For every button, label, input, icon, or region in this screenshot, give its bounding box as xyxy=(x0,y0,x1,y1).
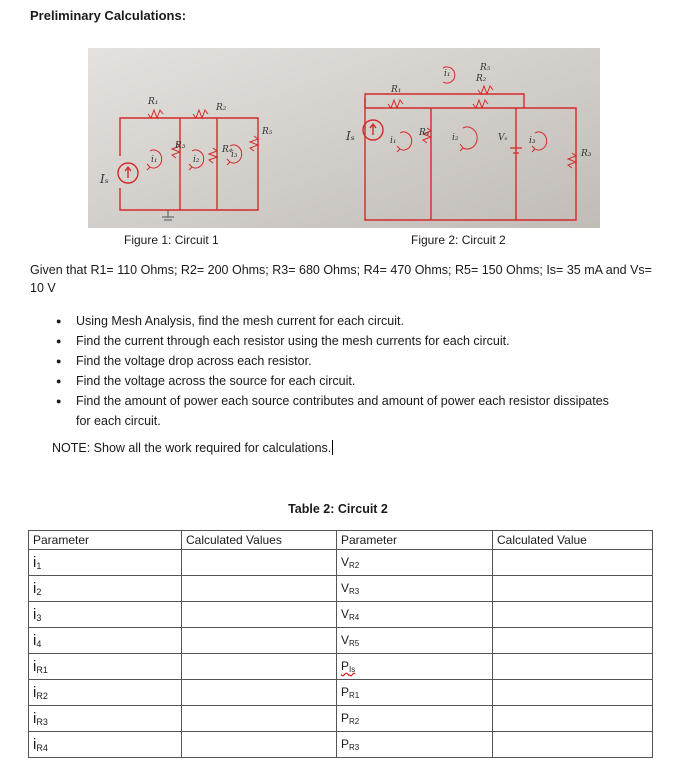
results-table xyxy=(28,530,653,758)
task-item: ● Find the voltage drop across each resistor. xyxy=(56,351,616,371)
table-row xyxy=(29,706,653,732)
table-row xyxy=(29,654,653,680)
table-row xyxy=(29,628,653,654)
label-r2-c2: R₂ xyxy=(476,74,487,84)
header-cell: Calculated Values xyxy=(182,531,337,550)
label-i2-c2: i₂ xyxy=(452,133,459,143)
parameter-cell: $i_1$ xyxy=(29,550,182,576)
parameter-cell: $V_{R4}$ xyxy=(337,602,493,628)
value-input-cell[interactable] xyxy=(493,654,653,680)
given-values: Given that R1= 110 Ohms; R2= 200 Ohms; R3= 680 Ohms; R4= 470 Ohms; R5= 150 Ohms; Is= 35 mA and Vs= 10 V xyxy=(30,263,652,295)
label-r5: R₅ xyxy=(262,127,273,137)
label-r4: R₄ xyxy=(222,145,233,155)
parameter-cell: $i_{R2}$ xyxy=(29,680,182,706)
parameter-cell: $P_{R3}$ xyxy=(337,732,493,758)
task-item: ● Find the voltage across the source for each circuit. xyxy=(56,371,616,391)
parameter-cell: $i_{R1}$ xyxy=(29,654,182,680)
parameter-cell: $i_2$ xyxy=(29,576,182,602)
parameter-cell: $V_{R2}$ xyxy=(337,550,493,576)
parameter-cell: $i_4$ xyxy=(29,628,182,654)
note-text[interactable] xyxy=(52,440,333,455)
task-item: ● Using Mesh Analysis, find the mesh current for each circuit. xyxy=(56,311,616,331)
label-i4-c2: i₁ xyxy=(444,69,451,79)
parameter-cell: $V_{R5}$ xyxy=(337,628,493,654)
label-i3-c2: i₃ xyxy=(529,136,536,146)
label-vs: Vₛ xyxy=(498,133,508,143)
value-input-cell[interactable] xyxy=(493,550,653,576)
table-row xyxy=(29,680,653,706)
value-input-cell[interactable] xyxy=(493,680,653,706)
table-row xyxy=(29,602,653,628)
table-row xyxy=(29,732,653,758)
label-r2: R₂ xyxy=(216,103,227,113)
parameter-cell: $P_{R1}$ xyxy=(337,680,493,706)
label-r1-c2: R₁ xyxy=(391,85,402,95)
task-list xyxy=(56,311,616,431)
label-r3-c2: R₃ xyxy=(581,149,592,159)
page-heading: Preliminary Calculations: xyxy=(30,8,187,23)
table-row xyxy=(29,576,653,602)
value-input-cell[interactable] xyxy=(493,576,653,602)
label-r3: R₃ xyxy=(175,141,186,151)
text-cursor xyxy=(332,440,333,455)
parameter-cell: $P_{Is}$ xyxy=(337,654,493,680)
header-cell: Calculated Value xyxy=(493,531,653,550)
value-input-cell[interactable] xyxy=(182,628,337,654)
label-i1: i₁ xyxy=(151,155,158,165)
value-input-cell[interactable] xyxy=(493,732,653,758)
label-is: Iₛ xyxy=(100,172,109,186)
parameter-cell: $P_{R2}$ xyxy=(337,706,493,732)
figure-2-caption: Figure 2: Circuit 2 xyxy=(411,233,506,247)
value-input-cell[interactable] xyxy=(182,706,337,732)
parameter-cell: $V_{R3}$ xyxy=(337,576,493,602)
task-item: ● Find the current through each resistor using the mesh currents for each circuit. xyxy=(56,331,616,351)
value-input-cell[interactable] xyxy=(182,680,337,706)
figure-1-caption: Figure 1: Circuit 1 xyxy=(124,233,219,247)
value-input-cell[interactable] xyxy=(493,602,653,628)
header-cell: Parameter xyxy=(29,531,182,550)
value-input-cell[interactable] xyxy=(182,550,337,576)
label-i1-c2: i₁ xyxy=(390,136,397,146)
label-r5-c2: R₅ xyxy=(480,63,491,73)
task-item: ● Find the amount of power each source contributes and amount of power each resistor dissipates for each circuit. xyxy=(56,391,616,431)
note-content: NOTE: Show all the work required for calculations. xyxy=(52,441,332,455)
label-i3: i₃ xyxy=(231,150,238,160)
label-is-c2: Iₛ xyxy=(346,129,355,143)
value-input-cell[interactable] xyxy=(182,576,337,602)
label-i2: i₂ xyxy=(193,155,200,165)
value-input-cell[interactable] xyxy=(493,706,653,732)
value-input-cell[interactable] xyxy=(182,654,337,680)
label-r4-c2: R₄ xyxy=(419,128,430,138)
table-row xyxy=(29,550,653,576)
circuit-photo xyxy=(88,48,600,228)
label-r1: R₁ xyxy=(148,97,159,107)
parameter-cell: $i_3$ xyxy=(29,602,182,628)
value-input-cell[interactable] xyxy=(493,628,653,654)
value-input-cell[interactable] xyxy=(182,732,337,758)
parameter-cell: $i_{R4}$ xyxy=(29,732,182,758)
table-caption: Table 2: Circuit 2 xyxy=(288,502,388,516)
table-header-row xyxy=(29,531,653,550)
value-input-cell[interactable] xyxy=(182,602,337,628)
parameter-cell: $i_{R3}$ xyxy=(29,706,182,732)
header-cell: Parameter xyxy=(337,531,493,550)
